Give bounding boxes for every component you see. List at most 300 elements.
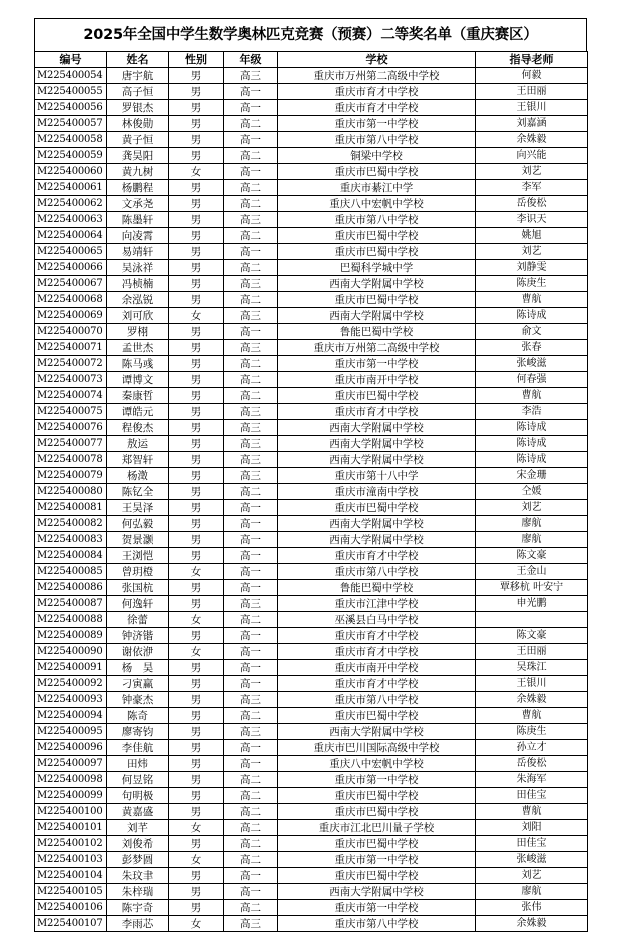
cell-name: 杨鹏程 [107, 180, 169, 196]
cell-school: 鲁能巴蜀中学校 [278, 324, 476, 340]
cell-teacher: 吴珠江 [476, 660, 588, 676]
cell-gender: 女 [169, 852, 224, 868]
cell-name: 田炜 [107, 756, 169, 772]
cell-gender: 男 [169, 404, 224, 420]
cell-gender: 男 [169, 692, 224, 708]
cell-teacher: 廖航 [476, 532, 588, 548]
cell-gender: 男 [169, 372, 224, 388]
cell-teacher: 姚旭 [476, 228, 588, 244]
cell-school: 重庆市第一中学校 [278, 772, 476, 788]
cell-id: M225400101 [35, 820, 107, 836]
cell-teacher: 俞文 [476, 324, 588, 340]
cell-grade: 高二 [224, 260, 278, 276]
cell-gender: 男 [169, 196, 224, 212]
cell-name: 王浏恺 [107, 548, 169, 564]
cell-id: M225400058 [35, 132, 107, 148]
table-row [35, 644, 588, 660]
cell-id: M225400107 [35, 916, 107, 932]
cell-school: 重庆市潼南中学校 [278, 484, 476, 500]
cell-name: 贺景灏 [107, 532, 169, 548]
cell-gender: 男 [169, 324, 224, 340]
cell-grade: 高二 [224, 612, 278, 628]
cell-name: 徐蕾 [107, 612, 169, 628]
table-row [35, 132, 588, 148]
cell-gender: 男 [169, 260, 224, 276]
cell-grade: 高一 [224, 868, 278, 884]
cell-id: M225400081 [35, 500, 107, 516]
cell-grade: 高一 [224, 500, 278, 516]
cell-school: 重庆市第八中学校 [278, 564, 476, 580]
cell-school: 重庆市育才中学校 [278, 628, 476, 644]
cell-teacher: 王银川 [476, 100, 588, 116]
award-list-sheet [34, 18, 587, 932]
cell-name: 何弘毅 [107, 516, 169, 532]
cell-teacher: 张伟 [476, 900, 588, 916]
cell-gender: 男 [169, 468, 224, 484]
cell-id: M225400065 [35, 244, 107, 260]
cell-id: M225400088 [35, 612, 107, 628]
table-row [35, 500, 588, 516]
table-row [35, 420, 588, 436]
cell-id: M225400071 [35, 340, 107, 356]
cell-grade: 高二 [224, 228, 278, 244]
cell-name: 秦康哲 [107, 388, 169, 404]
cell-grade: 高一 [224, 756, 278, 772]
cell-id: M225400103 [35, 852, 107, 868]
cell-gender: 男 [169, 356, 224, 372]
cell-teacher: 田佳宝 [476, 788, 588, 804]
cell-teacher: 陈诗成 [476, 420, 588, 436]
cell-gender: 女 [169, 916, 224, 932]
cell-name: 钟豪杰 [107, 692, 169, 708]
cell-gender: 男 [169, 788, 224, 804]
cell-school: 重庆市育才中学校 [278, 100, 476, 116]
cell-gender: 男 [169, 500, 224, 516]
cell-id: M225400086 [35, 580, 107, 596]
award-table [34, 51, 588, 932]
cell-school: 重庆市第八中学校 [278, 212, 476, 228]
cell-grade: 高二 [224, 292, 278, 308]
table-row [35, 804, 588, 820]
cell-id: M225400068 [35, 292, 107, 308]
cell-gender: 男 [169, 452, 224, 468]
cell-teacher: 田佳宝 [476, 836, 588, 852]
cell-name: 廖寄钧 [107, 724, 169, 740]
cell-school: 重庆市育才中学校 [278, 84, 476, 100]
cell-school: 重庆市南开中学校 [278, 372, 476, 388]
cell-name: 何昱铭 [107, 772, 169, 788]
cell-name: 林俊勋 [107, 116, 169, 132]
table-row [35, 228, 588, 244]
cell-gender: 男 [169, 548, 224, 564]
cell-grade: 高二 [224, 148, 278, 164]
cell-gender: 男 [169, 116, 224, 132]
cell-name: 龚昊阳 [107, 148, 169, 164]
header-teacher: 指导老师 [476, 52, 588, 68]
cell-teacher: 曹航 [476, 388, 588, 404]
cell-grade: 高二 [224, 484, 278, 500]
cell-school: 重庆市第一中学校 [278, 356, 476, 372]
cell-teacher: 刘艺 [476, 164, 588, 180]
table-row [35, 164, 588, 180]
cell-id: M225400055 [35, 84, 107, 100]
cell-teacher: 仝媛 [476, 484, 588, 500]
table-row [35, 660, 588, 676]
table-row [35, 196, 588, 212]
table-row [35, 324, 588, 340]
cell-grade: 高三 [224, 68, 278, 84]
cell-id: M225400083 [35, 532, 107, 548]
cell-teacher: 王银川 [476, 676, 588, 692]
cell-grade: 高二 [224, 820, 278, 836]
cell-id: M225400064 [35, 228, 107, 244]
cell-gender: 男 [169, 292, 224, 308]
cell-school: 重庆市育才中学校 [278, 404, 476, 420]
cell-id: M225400091 [35, 660, 107, 676]
cell-id: M225400082 [35, 516, 107, 532]
table-row [35, 340, 588, 356]
cell-grade: 高二 [224, 372, 278, 388]
cell-school: 重庆八中宏帆中学校 [278, 756, 476, 772]
cell-teacher: 岳俊松 [476, 196, 588, 212]
cell-gender: 男 [169, 276, 224, 292]
cell-teacher: 张峻滋 [476, 852, 588, 868]
cell-grade: 高三 [224, 692, 278, 708]
cell-school: 西南大学附属中学校 [278, 724, 476, 740]
cell-school: 西南大学附属中学校 [278, 436, 476, 452]
cell-id: M225400104 [35, 868, 107, 884]
cell-id: M225400056 [35, 100, 107, 116]
cell-gender: 男 [169, 804, 224, 820]
cell-grade: 高三 [224, 308, 278, 324]
header-id: 编号 [35, 52, 107, 68]
cell-name: 冯桢楠 [107, 276, 169, 292]
table-row [35, 116, 588, 132]
table-row [35, 308, 588, 324]
cell-gender: 男 [169, 708, 224, 724]
cell-id: M225400087 [35, 596, 107, 612]
cell-id: M225400066 [35, 260, 107, 276]
cell-teacher: 陈文豪 [476, 548, 588, 564]
cell-school: 重庆市育才中学校 [278, 548, 476, 564]
cell-grade: 高一 [224, 740, 278, 756]
cell-id: M225400062 [35, 196, 107, 212]
cell-school: 重庆市万州第二高级中学校 [278, 68, 476, 84]
table-row [35, 276, 588, 292]
table-row [35, 772, 588, 788]
table-row [35, 244, 588, 260]
table-row [35, 676, 588, 692]
cell-grade: 高二 [224, 180, 278, 196]
cell-id: M225400096 [35, 740, 107, 756]
cell-teacher: 曹航 [476, 708, 588, 724]
cell-name: 陈奇 [107, 708, 169, 724]
cell-id: M225400102 [35, 836, 107, 852]
cell-teacher: 宋金珊 [476, 468, 588, 484]
cell-id: M225400060 [35, 164, 107, 180]
cell-id: M225400085 [35, 564, 107, 580]
cell-name: 钟济锴 [107, 628, 169, 644]
table-row [35, 564, 588, 580]
cell-id: M225400072 [35, 356, 107, 372]
cell-id: M225400054 [35, 68, 107, 84]
cell-school: 重庆市第一中学校 [278, 852, 476, 868]
cell-gender: 女 [169, 612, 224, 628]
cell-teacher: 余姝毅 [476, 692, 588, 708]
cell-gender: 女 [169, 564, 224, 580]
cell-grade: 高一 [224, 884, 278, 900]
cell-school: 西南大学附属中学校 [278, 516, 476, 532]
cell-teacher: 申光鹏 [476, 596, 588, 612]
cell-name: 刁寅赢 [107, 676, 169, 692]
table-row [35, 388, 588, 404]
table-row [35, 916, 588, 932]
table-row [35, 452, 588, 468]
cell-teacher: 廖航 [476, 884, 588, 900]
cell-teacher: 张峻滋 [476, 356, 588, 372]
cell-school: 重庆市第八中学校 [278, 132, 476, 148]
cell-name: 杨澂 [107, 468, 169, 484]
cell-grade: 高一 [224, 132, 278, 148]
table-row [35, 356, 588, 372]
table-row [35, 516, 588, 532]
table-body [35, 68, 588, 932]
table-row [35, 836, 588, 852]
cell-gender: 男 [169, 516, 224, 532]
cell-gender: 男 [169, 340, 224, 356]
cell-id: M225400070 [35, 324, 107, 340]
cell-id: M225400098 [35, 772, 107, 788]
table-row [35, 84, 588, 100]
cell-teacher: 覃移杭 叶安宁 [476, 580, 588, 596]
cell-gender: 男 [169, 100, 224, 116]
cell-school: 重庆市第十八中学 [278, 468, 476, 484]
cell-school: 西南大学附属中学校 [278, 308, 476, 324]
cell-gender: 男 [169, 740, 224, 756]
cell-id: M225400093 [35, 692, 107, 708]
cell-name: 易靖轩 [107, 244, 169, 260]
cell-school: 重庆市万州第二高级中学校 [278, 340, 476, 356]
table-row [35, 724, 588, 740]
table-row [35, 756, 588, 772]
cell-name: 罗栩 [107, 324, 169, 340]
table-row [35, 900, 588, 916]
cell-name: 杨 昊 [107, 660, 169, 676]
cell-school: 重庆市江北巴川量子学校 [278, 820, 476, 836]
cell-id: M225400079 [35, 468, 107, 484]
cell-teacher: 陈庚生 [476, 724, 588, 740]
cell-name: 刘芊 [107, 820, 169, 836]
cell-teacher: 向兴能 [476, 148, 588, 164]
cell-grade: 高二 [224, 836, 278, 852]
cell-grade: 高一 [224, 580, 278, 596]
cell-id: M225400097 [35, 756, 107, 772]
cell-school: 西南大学附属中学校 [278, 276, 476, 292]
table-row [35, 852, 588, 868]
table-row [35, 292, 588, 308]
cell-id: M225400067 [35, 276, 107, 292]
cell-teacher: 刘嘉涵 [476, 116, 588, 132]
cell-school: 重庆市巴蜀中学校 [278, 804, 476, 820]
cell-name: 刘可欣 [107, 308, 169, 324]
cell-school: 重庆市育才中学校 [278, 644, 476, 660]
table-row [35, 212, 588, 228]
cell-teacher: 何毅 [476, 68, 588, 84]
cell-school: 重庆市江津中学校 [278, 596, 476, 612]
cell-grade: 高二 [224, 388, 278, 404]
cell-name: 谭博文 [107, 372, 169, 388]
table-row [35, 100, 588, 116]
cell-grade: 高三 [224, 436, 278, 452]
header-grade: 年级 [224, 52, 278, 68]
cell-name: 句明极 [107, 788, 169, 804]
cell-school: 重庆八中宏帆中学校 [278, 196, 476, 212]
table-row [35, 628, 588, 644]
cell-name: 文承尧 [107, 196, 169, 212]
table-row [35, 260, 588, 276]
cell-name: 陈墨轩 [107, 212, 169, 228]
cell-gender: 男 [169, 84, 224, 100]
cell-school: 西南大学附属中学校 [278, 420, 476, 436]
cell-school: 重庆市育才中学校 [278, 676, 476, 692]
cell-teacher: 刘艺 [476, 868, 588, 884]
cell-grade: 高一 [224, 244, 278, 260]
table-row [35, 788, 588, 804]
table-row [35, 180, 588, 196]
cell-school: 重庆市巴蜀中学校 [278, 244, 476, 260]
cell-name: 向凌霄 [107, 228, 169, 244]
cell-teacher: 廖航 [476, 516, 588, 532]
cell-grade: 高一 [224, 324, 278, 340]
table-row [35, 404, 588, 420]
cell-school: 重庆市巴蜀中学校 [278, 292, 476, 308]
cell-school: 重庆市第八中学校 [278, 916, 476, 932]
cell-id: M225400099 [35, 788, 107, 804]
cell-id: M225400078 [35, 452, 107, 468]
cell-name: 陈钇全 [107, 484, 169, 500]
cell-name: 李佳航 [107, 740, 169, 756]
cell-id: M225400105 [35, 884, 107, 900]
cell-school: 重庆市巴蜀中学校 [278, 228, 476, 244]
cell-teacher: 李识天 [476, 212, 588, 228]
cell-name: 黄嘉盛 [107, 804, 169, 820]
cell-gender: 男 [169, 532, 224, 548]
cell-id: M225400090 [35, 644, 107, 660]
cell-grade: 高一 [224, 164, 278, 180]
cell-grade: 高三 [224, 468, 278, 484]
cell-teacher: 岳俊松 [476, 756, 588, 772]
table-row [35, 468, 588, 484]
cell-id: M225400106 [35, 900, 107, 916]
cell-grade: 高一 [224, 532, 278, 548]
cell-name: 谭皓元 [107, 404, 169, 420]
cell-gender: 男 [169, 628, 224, 644]
cell-grade: 高二 [224, 788, 278, 804]
table-row [35, 548, 588, 564]
cell-school: 重庆市第一中学校 [278, 900, 476, 916]
cell-id: M225400100 [35, 804, 107, 820]
cell-gender: 男 [169, 388, 224, 404]
cell-gender: 男 [169, 484, 224, 500]
cell-grade: 高一 [224, 548, 278, 564]
cell-gender: 男 [169, 900, 224, 916]
cell-school: 重庆市第一中学校 [278, 116, 476, 132]
cell-grade: 高二 [224, 356, 278, 372]
cell-gender: 男 [169, 580, 224, 596]
cell-teacher: 刘阳 [476, 820, 588, 836]
table-row [35, 740, 588, 756]
cell-grade: 高三 [224, 452, 278, 468]
cell-teacher: 刘艺 [476, 500, 588, 516]
cell-id: M225400080 [35, 484, 107, 500]
cell-id: M225400063 [35, 212, 107, 228]
cell-grade: 高三 [224, 596, 278, 612]
cell-teacher: 朱海军 [476, 772, 588, 788]
table-row [35, 868, 588, 884]
cell-name: 唐宇航 [107, 68, 169, 84]
header-school: 学校 [278, 52, 476, 68]
cell-gender: 女 [169, 164, 224, 180]
cell-grade: 高三 [224, 916, 278, 932]
cell-id: M225400061 [35, 180, 107, 196]
cell-teacher: 孙立才 [476, 740, 588, 756]
cell-teacher: 刘静雯 [476, 260, 588, 276]
cell-teacher: 王田丽 [476, 84, 588, 100]
table-row [35, 692, 588, 708]
cell-teacher: 陈诗成 [476, 452, 588, 468]
cell-grade: 高二 [224, 804, 278, 820]
header-row [35, 52, 588, 68]
cell-id: M225400057 [35, 116, 107, 132]
cell-name: 王昊泽 [107, 500, 169, 516]
cell-gender: 男 [169, 148, 224, 164]
table-row [35, 68, 588, 84]
cell-teacher: 李军 [476, 180, 588, 196]
cell-name: 黄子恒 [107, 132, 169, 148]
cell-name: 敖运 [107, 436, 169, 452]
cell-teacher: 张春 [476, 340, 588, 356]
cell-name: 吴泳祥 [107, 260, 169, 276]
cell-name: 曾玥橙 [107, 564, 169, 580]
cell-grade: 高二 [224, 708, 278, 724]
table-row [35, 708, 588, 724]
cell-school: 重庆市巴蜀中学校 [278, 164, 476, 180]
cell-school: 重庆市第八中学校 [278, 692, 476, 708]
cell-id: M225400092 [35, 676, 107, 692]
cell-gender: 男 [169, 836, 224, 852]
cell-id: M225400069 [35, 308, 107, 324]
cell-name: 黄九树 [107, 164, 169, 180]
cell-teacher: 陈庚生 [476, 276, 588, 292]
cell-school: 巫溪县白马中学校 [278, 612, 476, 628]
cell-gender: 男 [169, 212, 224, 228]
cell-teacher: 曹航 [476, 292, 588, 308]
cell-name: 刘俊希 [107, 836, 169, 852]
cell-teacher: 余姝毅 [476, 132, 588, 148]
cell-id: M225400059 [35, 148, 107, 164]
cell-name: 程俊杰 [107, 420, 169, 436]
cell-school: 重庆市巴蜀中学校 [278, 836, 476, 852]
cell-id: M225400077 [35, 436, 107, 452]
cell-gender: 男 [169, 132, 224, 148]
table-row [35, 148, 588, 164]
cell-school: 重庆市巴蜀中学校 [278, 868, 476, 884]
cell-name: 陈马彧 [107, 356, 169, 372]
cell-grade: 高一 [224, 676, 278, 692]
cell-gender: 男 [169, 756, 224, 772]
cell-id: M225400094 [35, 708, 107, 724]
cell-grade: 高一 [224, 628, 278, 644]
